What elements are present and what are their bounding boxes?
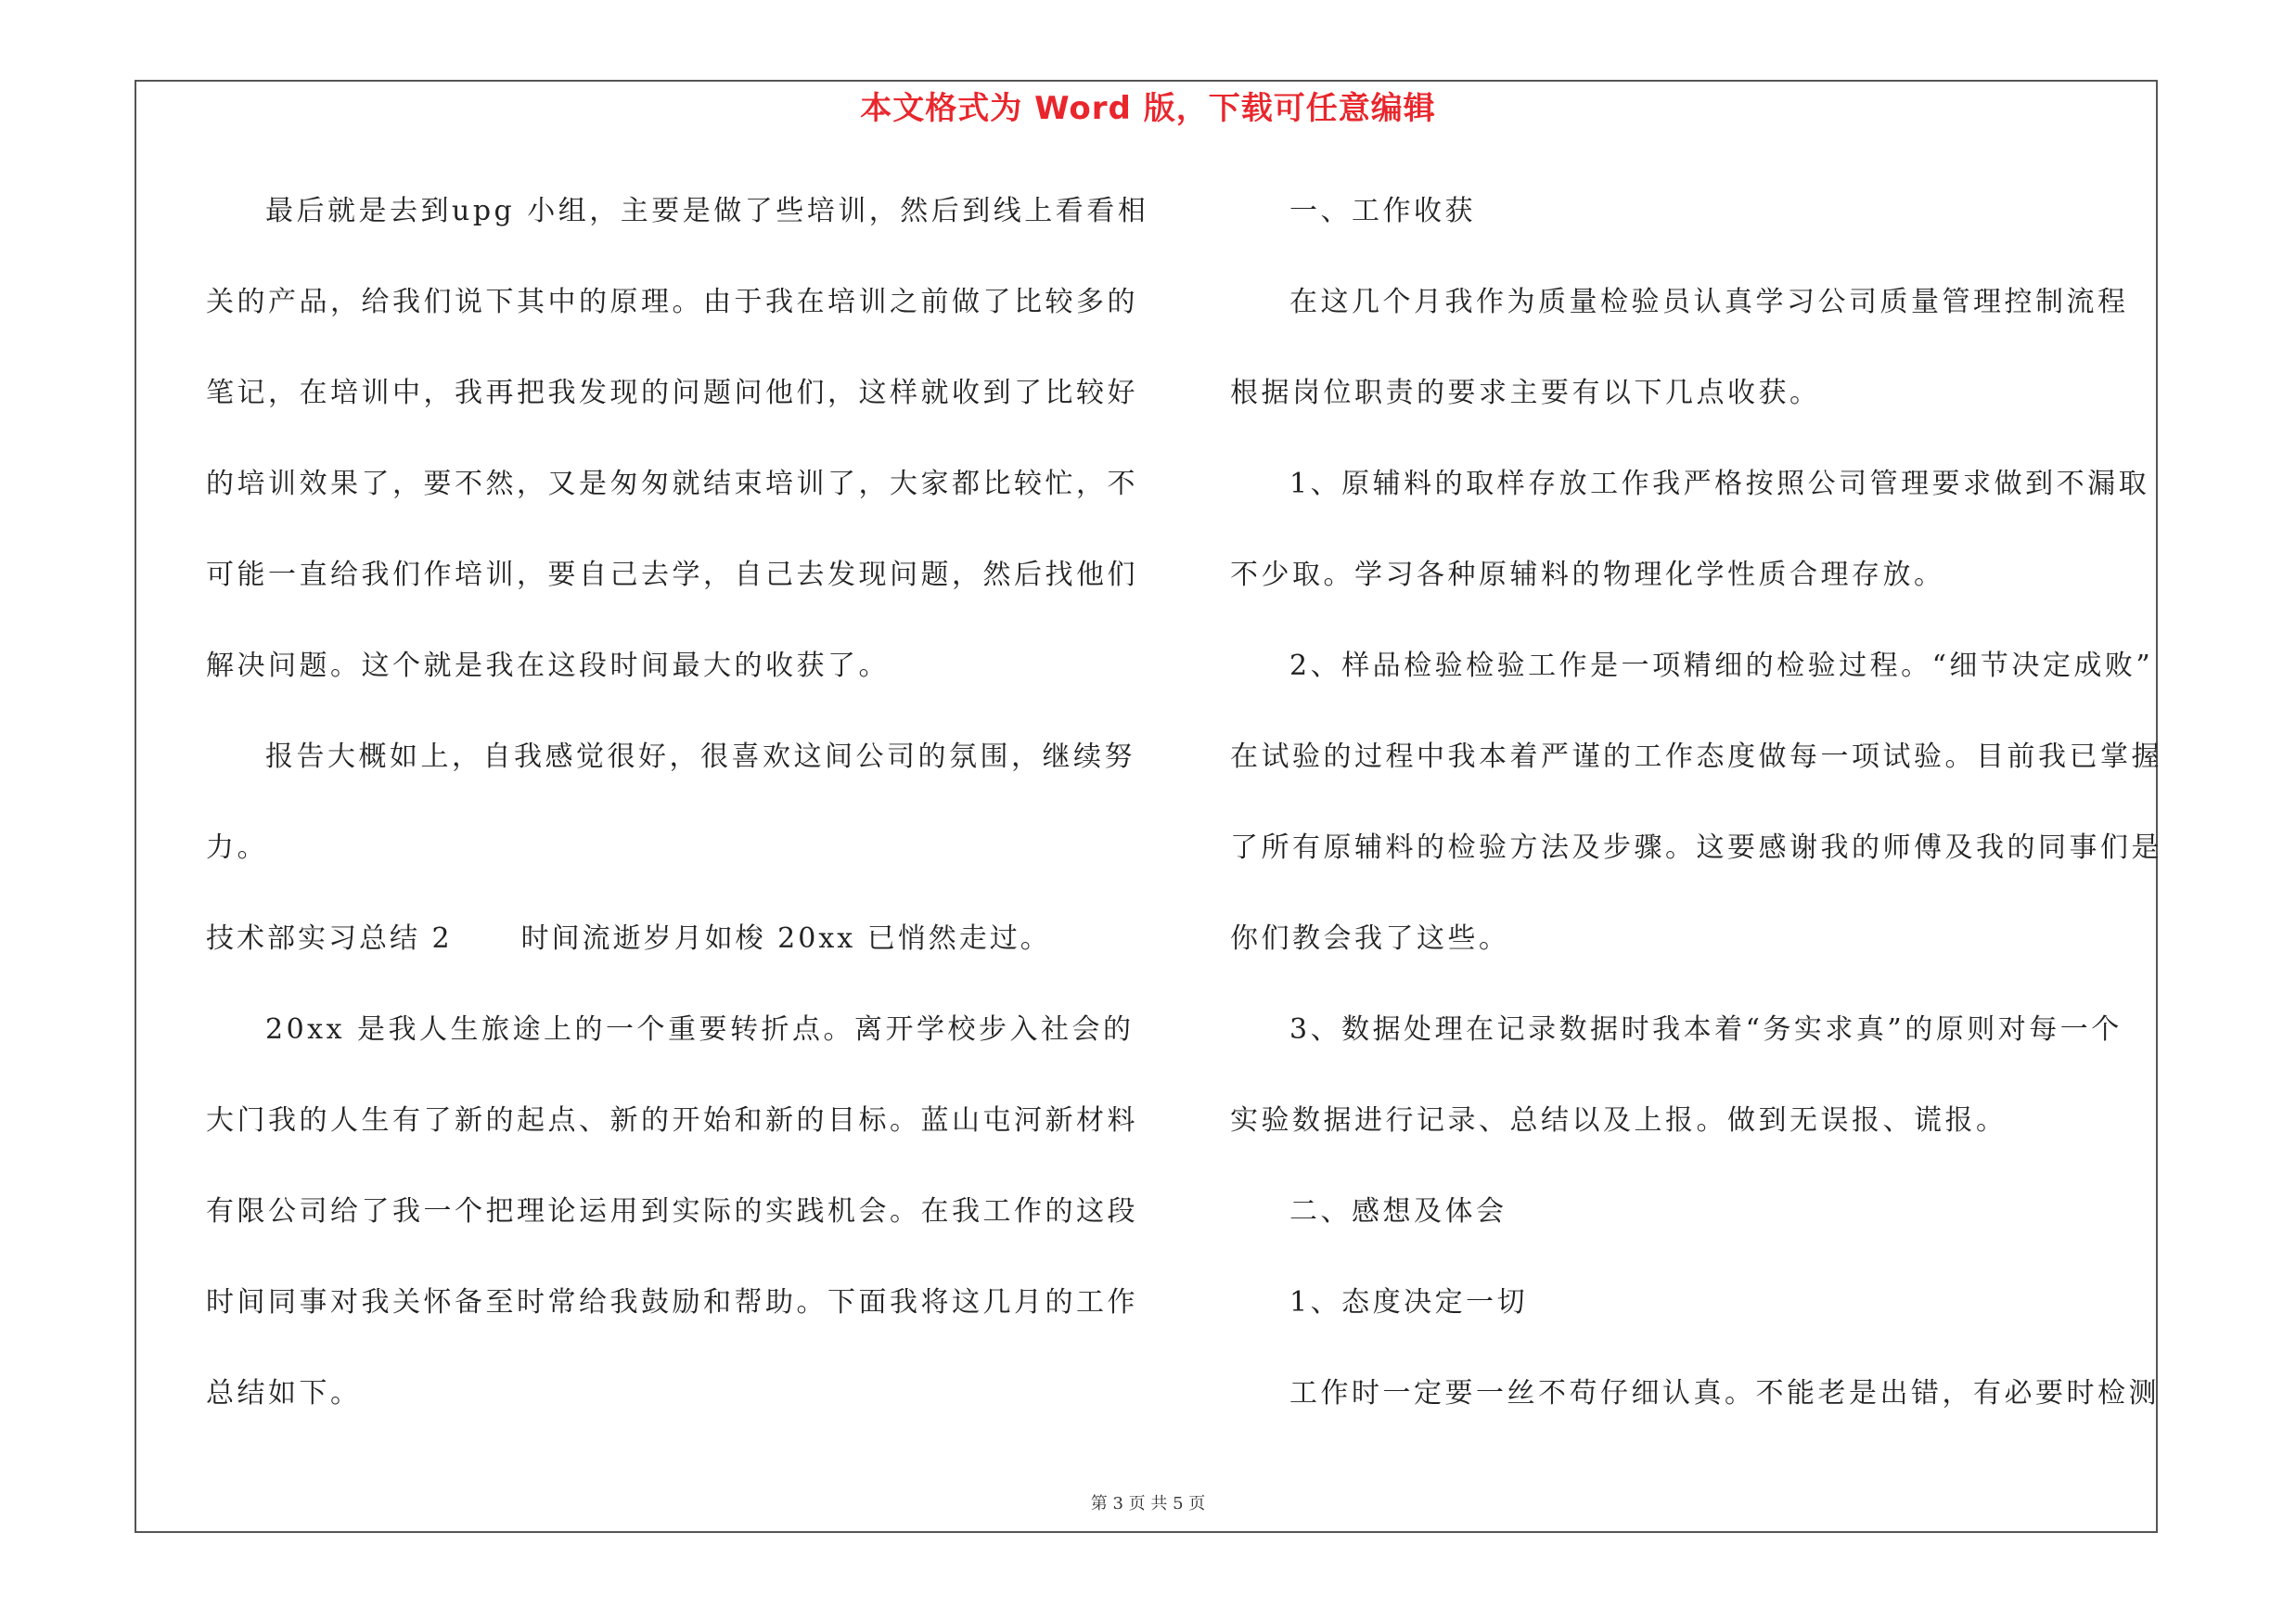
paragraph-line: 了所有原辅料的检验方法及步骤。这要感谢我的师傅及我的同事们是 [1230,831,2162,864]
paragraph-line: 笔记，在培训中，我再把我发现的问题问他们，这样就收到了比较好 [206,377,1138,409]
paragraph-line: 可能一直给我们作培训，要自己去学，自己去发现问题，然后找他们 [206,559,1138,591]
right-text-column [1230,187,2162,1461]
paragraph-line: 力。 [206,831,268,864]
paragraph-line: 总结如下。 [206,1377,362,1410]
page-number-footer: 第 3 页 共 5 页 [1090,1494,1206,1514]
paragraph-line: 报告大概如上，自我感觉很好，很喜欢这间公司的氛围，继续努 [265,741,1135,773]
paragraph-line: 1、原辅料的取样存放工作我严格按照公司管理要求做到不漏取 [1289,468,2150,500]
paragraph-line: 最后就是去到upg 小组，主要是做了些培训，然后到线上看看相 [265,195,1149,227]
paragraph-line: 工作时一定要一丝不苟仔细认真。不能老是出错，有必要时检测 [1289,1377,2160,1410]
section-title: 技术部实习总结 2 [206,922,453,955]
subheading-line: 一、工作收获 [1289,195,1476,227]
subheading-line: 二、感想及体会 [1289,1195,1507,1228]
section-intro-text: 时间流逝岁月如梭 20xx 已悄然走过。 [520,922,1051,955]
left-text-column [206,187,1149,1461]
paragraph-line: 实验数据进行记录、总结以及上报。做到无误报、谎报。 [1230,1104,2007,1137]
paragraph-line: 3、数据处理在记录数据时我本着“务实求真”的原则对每一个 [1289,1013,2123,1046]
paragraph-line: 2、样品检验检验工作是一项精细的检验过程。“细节决定成败” [1289,650,2154,682]
paragraph-line: 根据岗位职责的要求主要有以下几点收获。 [1230,377,1821,409]
paragraph-line: 关的产品，给我们说下其中的原理。由于我在培训之前做了比较多的 [206,286,1138,318]
paragraph-line: 有限公司给了我一个把理论运用到实际的实践机会。在我工作的这段 [206,1195,1138,1228]
paragraph-line: 20xx 是我人生旅途上的一个重要转折点。离开学校步入社会的 [265,1013,1135,1046]
subheading-line: 1、态度决定一切 [1289,1286,1529,1319]
paragraph-line: 在试验的过程中我本着严谨的工作态度做每一项试验。目前我已掌握 [1230,741,2162,773]
paragraph-line: 解决问题。这个就是我在这段时间最大的收获了。 [206,650,890,682]
paragraph-line: 大门我的人生有了新的起点、新的开始和新的目标。蓝山屯河新材料 [206,1104,1138,1137]
paragraph-line: 时间同事对我关怀备至时常给我鼓励和帮助。下面我将这几月的工作 [206,1286,1138,1319]
section-heading [206,915,1124,1006]
paragraph-line: 不少取。学习各种原辅料的物理化学性质合理存放。 [1230,559,1945,591]
paragraph-line: 的培训效果了，要不然，又是匆匆就结束培训了，大家都比较忙，不 [206,468,1138,500]
word-format-banner: 本文格式为 Word 版，下载可任意编辑 [860,90,1436,127]
paragraph-line: 在这几个月我作为质量检验员认真学习公司质量管理控制流程 [1289,286,2129,318]
paragraph-line: 你们教会我了这些。 [1230,922,1510,955]
